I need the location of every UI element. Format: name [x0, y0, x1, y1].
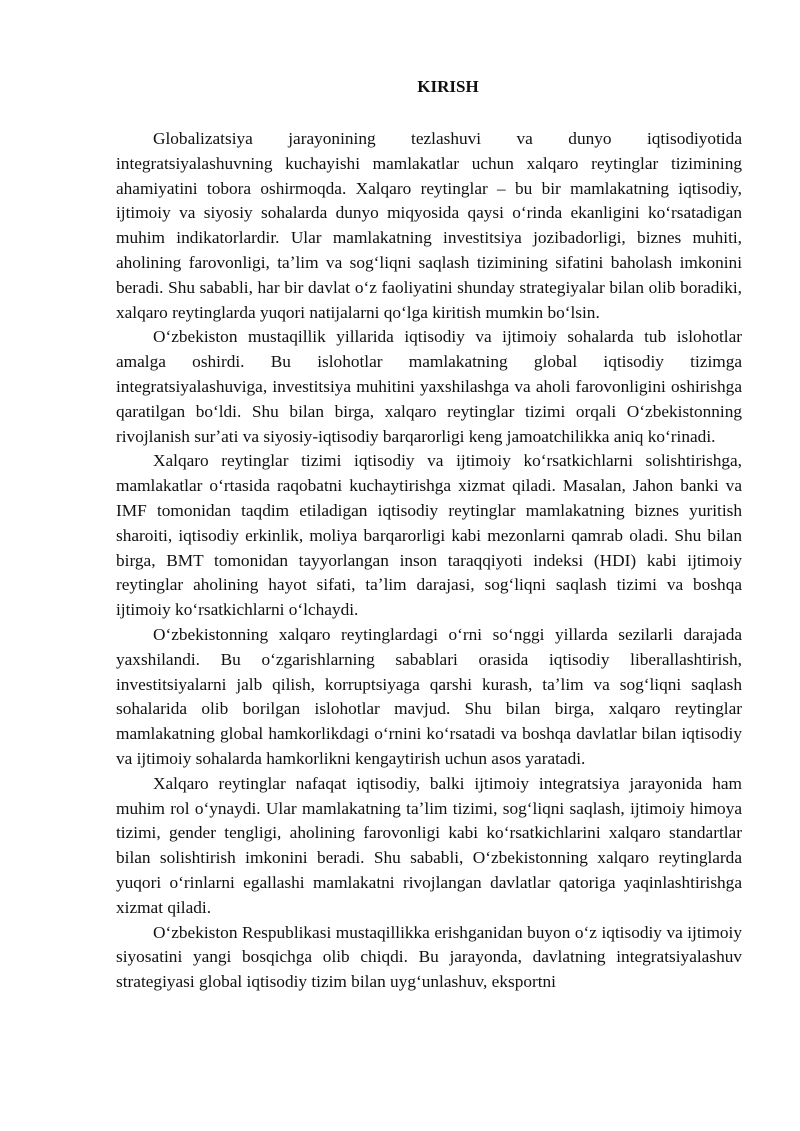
document-body [116, 127, 742, 995]
paragraph-6: Oʻzbekiston Respublikasi mustaqillikka erishganidan buyon oʻz iqtisodiy va ijtimoiy siyosatini yangi bosqichga olib chiqdi. Bu jarayonda, davlatning integratsiyalashuv strategiyasi global iqtisodiy tizim bilan uygʻunlashuv, eksportni [116, 922, 742, 992]
page-title: KIRISH [417, 77, 479, 96]
paragraph-3: Xalqaro reytinglar tizimi iqtisodiy va ijtimoiy koʻrsatkichlarni solishtirishga, mamlakatlar oʻrtasida raqobatni kuchaytirishga xizmat qiladi. Masalan, Jahon banki va IMF tomonidan taqdim etiladigan iqtisodiy reytinglar mamlakatning biznes yuritish sharoiti, iqtisodiy erkinlik, moliya barqarorligi kabi mezonlarni qamrab oladi. Shu bilan birga, BMT tomonidan tayyorlangan inson taraqqiyoti indeksi (HDI) kabi ijtimoiy reytinglar aholining hayot sifati, taʼlim darajasi, sogʻliqni saqlash tizimi va boshqa ijtimoiy koʻrsatkichlarni oʻlchaydi. [116, 451, 742, 620]
paragraph-1: Globalizatsiya jarayonining tezlashuvi va dunyo iqtisodiyotida integratsiyalashuvning kuchayishi mamlakatlar uchun xalqaro reytinglar tizimining ahamiyatini tobora oshirmoqda. Xalqaro reytinglar – bu bir mamlakatning iqtisodiy, ijtimoiy va siyosiy sohalarda dunyo miqyosida qaysi oʻrinda ekanligini koʻrsatadigan muhim indikatorlardir. Ular mamlakatning investitsiya jozibadorligi, biznes muhiti, aholining farovonligi, taʼlim va sogʻliqni saqlash tizimining sifatini baholash imkonini beradi. Shu sababli, har bir davlat oʻz faoliyatini shunday strategiyalar bilan olib boradiki, xalqaro reytinglarda yuqori natijalarni qoʻlga kiritish mumkin boʻlsin. [116, 129, 742, 322]
paragraph-2: Oʻzbekiston mustaqillik yillarida iqtisodiy va ijtimoiy sohalarda tub islohotlar amalga oshirdi. Bu islohotlar mamlakatning global iqtisodiy tizimga integratsiyalashuviga, investitsiya muhitini yaxshilashga va aholi farovonligini oshirishga qaratilgan boʻldi. Shu bilan birga, xalqaro reytinglar tizimi orqali Oʻzbekistonning rivojlanish surʼati va siyosiy-iqtisodiy barqarorligi keng jamoatchilikka aniq koʻrinadi. [116, 327, 742, 446]
paragraph-4: Oʻzbekistonning xalqaro reytinglardagi oʻrni soʻnggi yillarda sezilarli darajada yaxshilandi. Bu oʻzgarishlarning sabablari orasida iqtisodiy liberallashtirish, investitsiyalarni jalb qilish, korruptsiyaga qarshi kurash, taʼlim va sogʻliqni saqlash sohalarida olib borilgan islohotlar mavjud. Shu bilan birga, xalqaro reytinglar mamlakatning global hamkorlikdagi oʻrnini koʻrsatadi va boshqa davlatlar bilan iqtisodiy va ijtimoiy sohalarda hamkorlikni kengaytirish uchun asos yaratadi. [116, 624, 742, 768]
paragraph-5: Xalqaro reytinglar nafaqat iqtisodiy, balki ijtimoiy integratsiya jarayonida ham muhim rol oʻynaydi. Ular mamlakatning taʼlim tizimi, sogʻliqni saqlash, ijtimoiy himoya tizimi, gender tengligi, aholining farovonligi kabi koʻrsatkichlarini xalqaro standartlar bilan solishtirish imkonini beradi. Shu sababli, Oʻzbekistonning xalqaro reytinglarda yuqori oʻrinlarni egallashi mamlakatni rivojlangan davlatlar qatoriga yaqinlashtirishga xizmat qiladi. [116, 773, 742, 917]
